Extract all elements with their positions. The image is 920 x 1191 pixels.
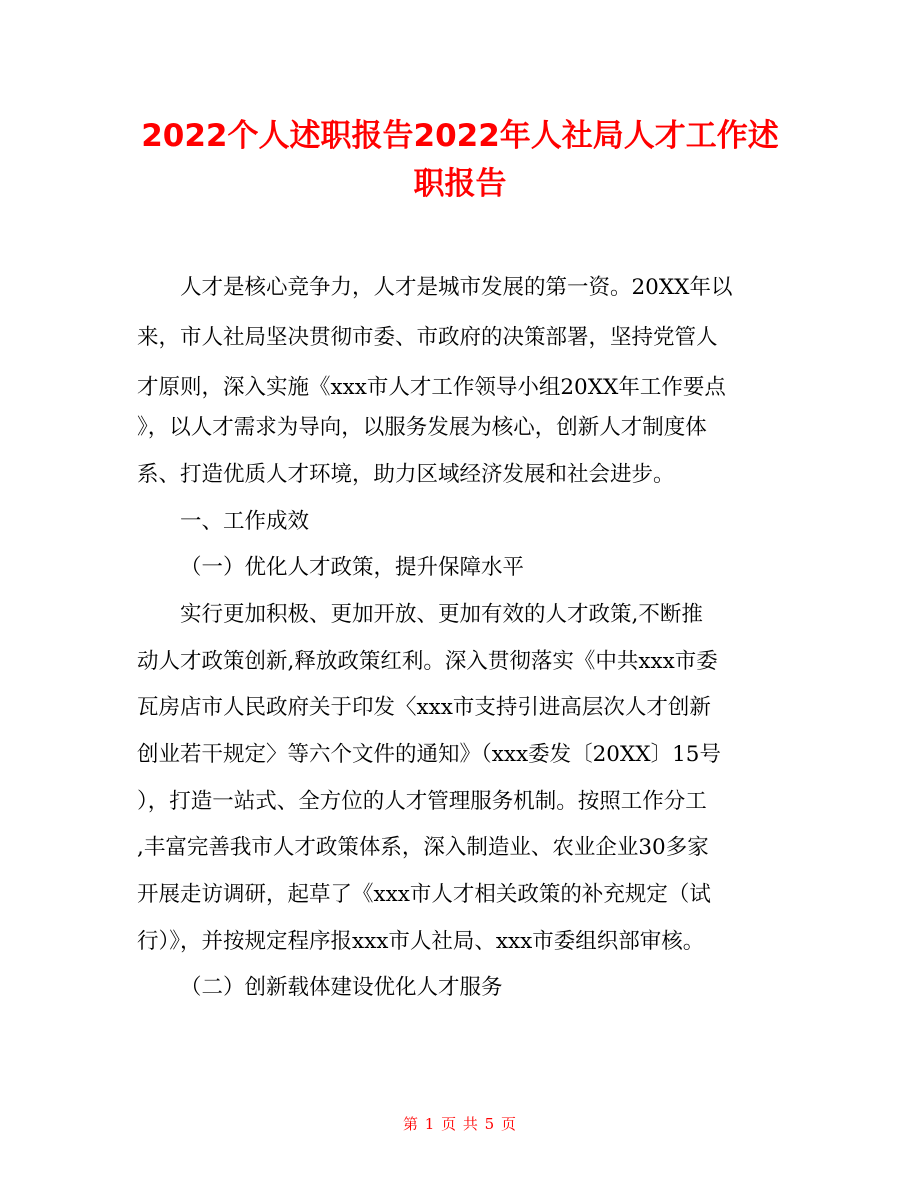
paragraph-line: 实行更加积极、更加开放、更加有效的人才政策,不断推 bbox=[180, 602, 703, 627]
paragraph-line: 创业若干规定〉等六个文件的通知》（xxx委发〔20XX〕15号 bbox=[137, 742, 721, 767]
subsection-heading: （二）创新载体建设优化人才服务 bbox=[180, 975, 503, 1000]
paragraph-line: 才原则，深入实施《xxx市人才工作领导小组20XX年工作要点 bbox=[137, 375, 726, 400]
paragraph-line: 动人才政策创新,释放政策红利。深入贯彻落实《中共xxx市委 bbox=[137, 649, 718, 674]
title-line-1: 2022个人述职报告2022年人社局人才工作述 bbox=[141, 118, 779, 154]
paragraph-line: 行）》，并按规定程序报xxx市人社局、xxx市委组织部审核。 bbox=[137, 929, 705, 954]
subsection-heading: （一）优化人才政策，提升保障水平 bbox=[180, 555, 525, 580]
title-line-2: 职报告 bbox=[413, 166, 507, 202]
paragraph-line: ,丰富完善我市人才政策体系，深入制造业、农业企业30多家 bbox=[137, 835, 709, 860]
page-footer: 第 1 页 共 5 页 bbox=[403, 1115, 517, 1133]
paragraph-line: 来，市人社局坚决贯彻市委、市政府的决策部署，坚持党管人 bbox=[137, 325, 718, 350]
document-title bbox=[0, 112, 920, 208]
paragraph-line: 系、打造优质人才环境，助力区域经济发展和社会进步。 bbox=[137, 462, 675, 487]
paragraph-line: 瓦房店市人民政府关于印发〈xxx市支持引进高层次人才创新 bbox=[137, 695, 711, 720]
paragraph-line: ），打造一站式、全方位的人才管理服务机制。按照工作分工 bbox=[137, 789, 707, 814]
paragraph-line: 》，以人才需求为导向，以服务发展为核心，创新人才制度体 bbox=[137, 415, 707, 440]
section-heading: 一、工作成效 bbox=[180, 509, 310, 534]
paragraph-line: 人才是核心竞争力，人才是城市发展的第一资。20XX年以 bbox=[180, 275, 733, 300]
paragraph-line: 开展走访调研，起草了《xxx市人才相关政策的补充规定（试 bbox=[137, 882, 711, 907]
